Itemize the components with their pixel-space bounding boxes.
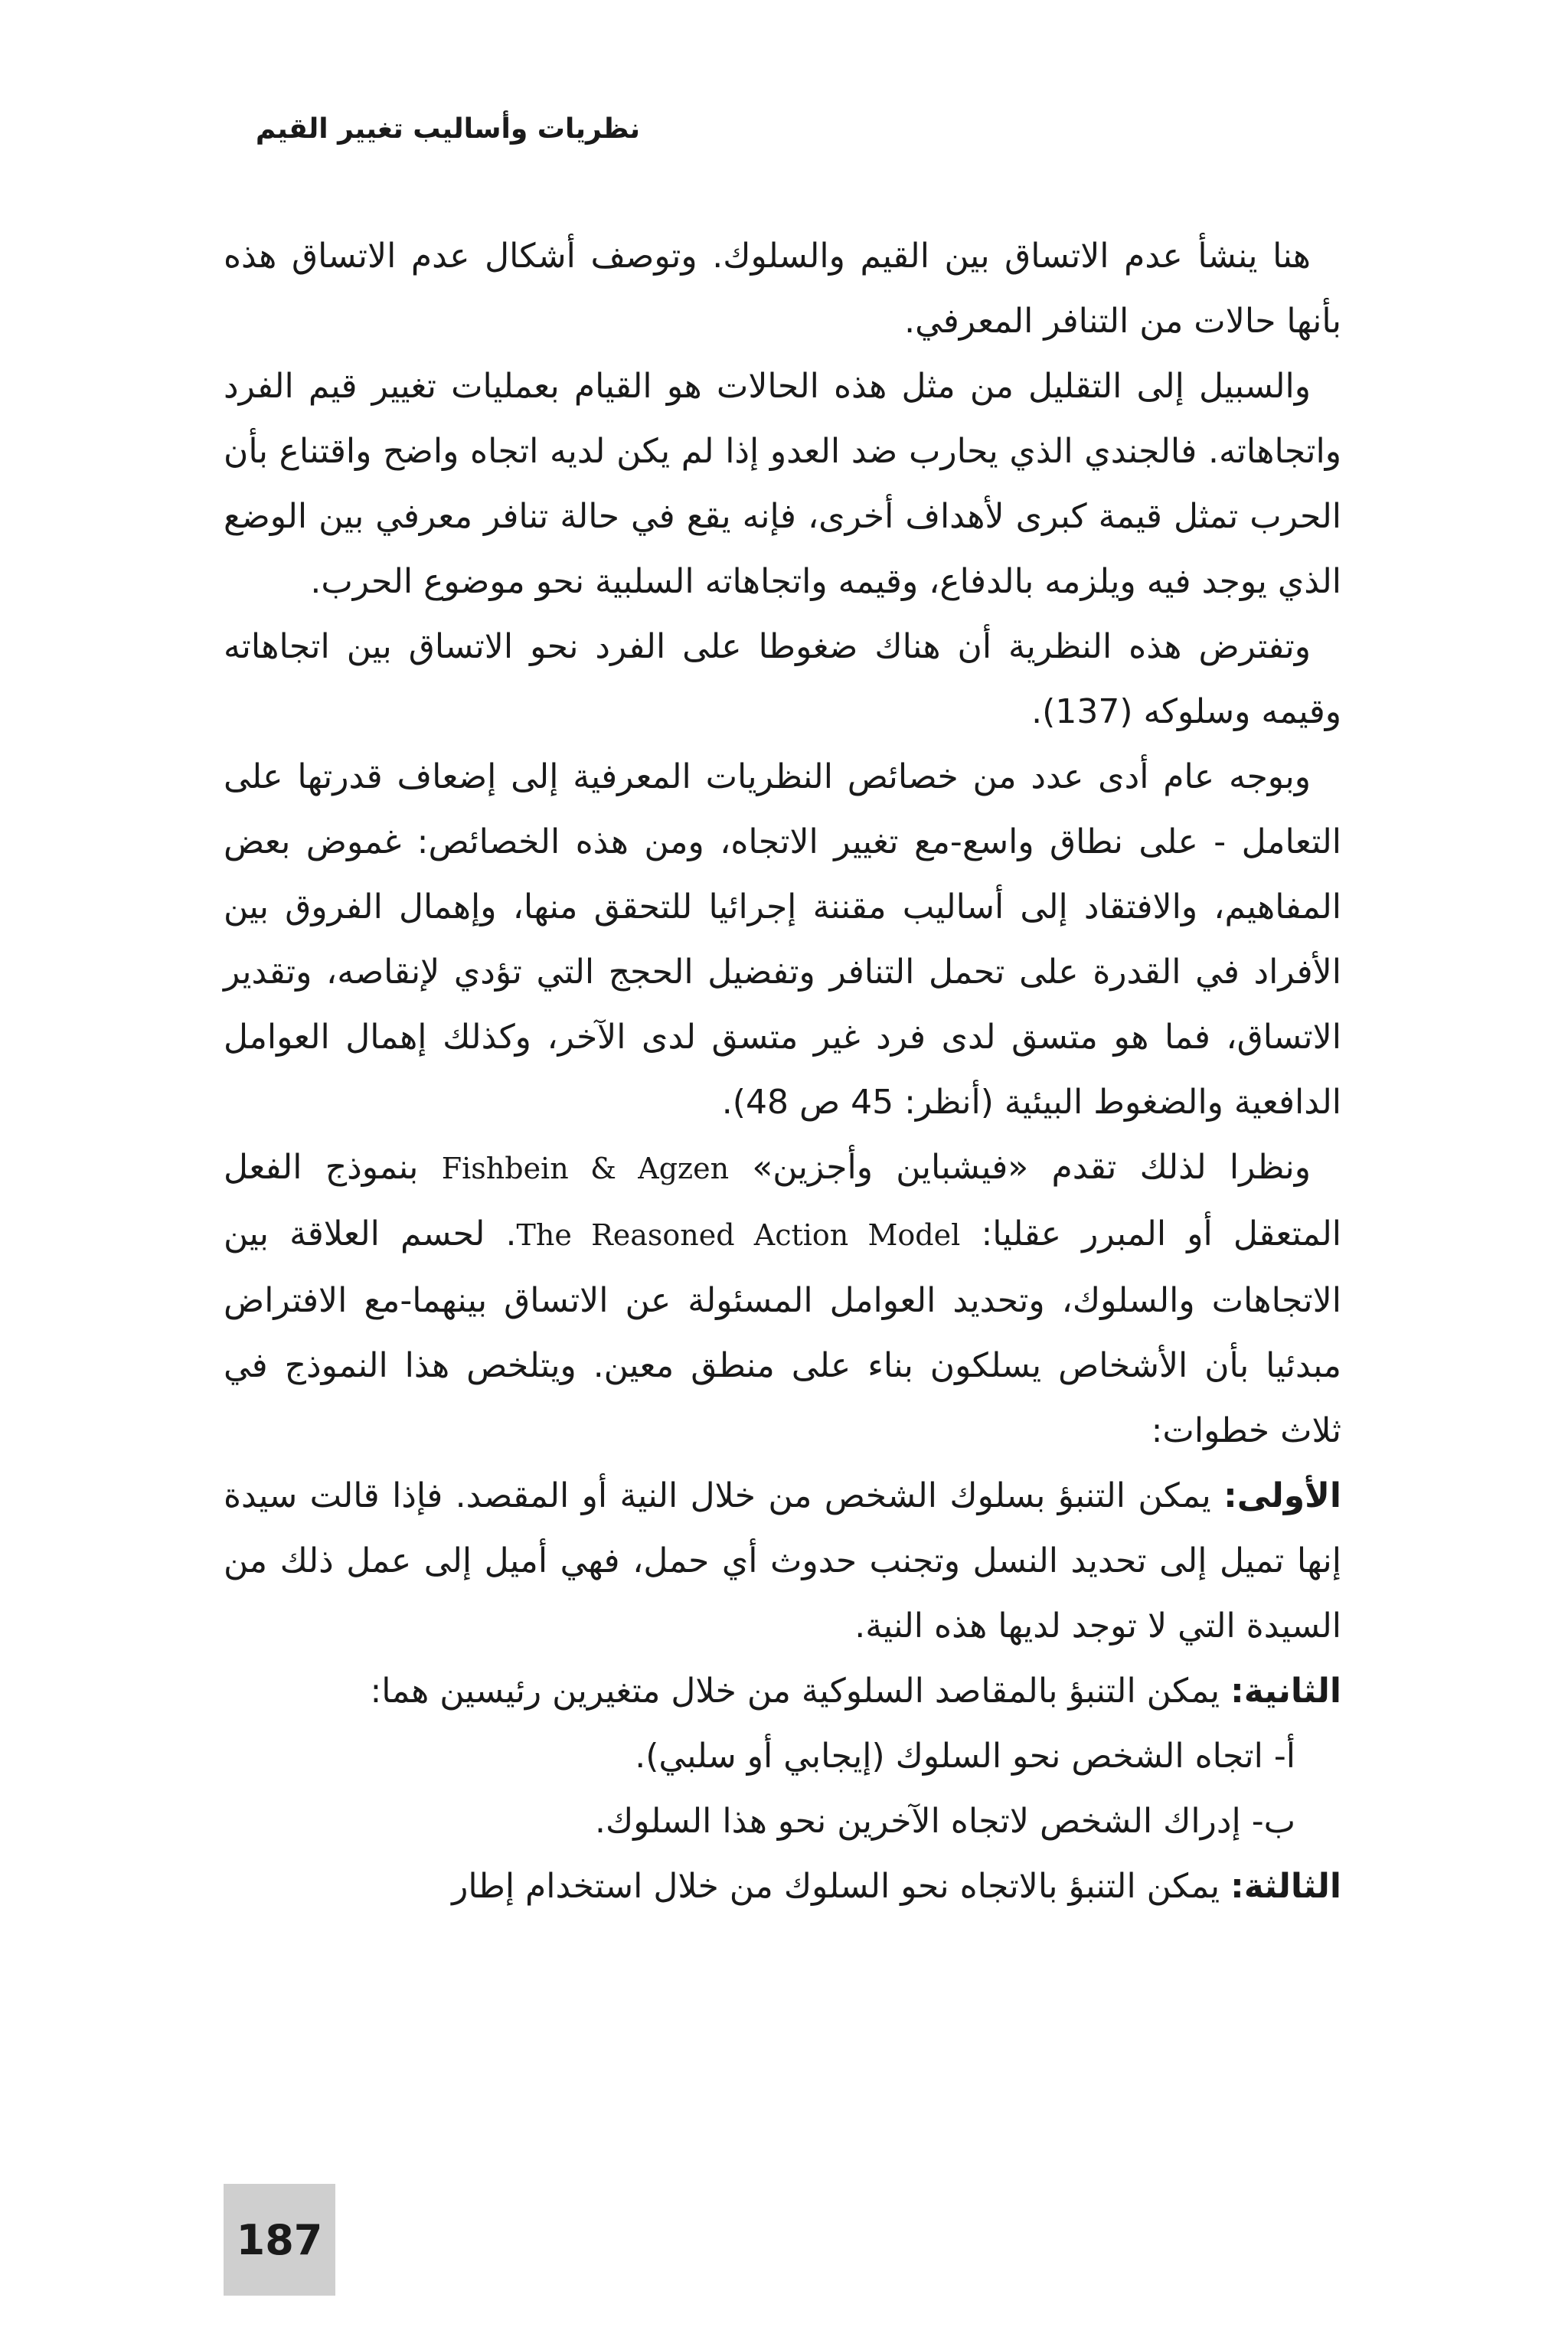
model-latin-name: The Reasoned Action Model [516,1218,961,1252]
step-third-text: يمكن التنبؤ بالاتجاه نحو السلوك من خلال استخدام إطار [452,1867,1220,1906]
model-text-part3: . لحسم العلاقة بين الاتجاهات والسلوك، وتحديد العوامل المسئولة عن الاتساق بينهما-مع الافتراض مبدئيا بأن الأشخاص يسلكون بناء على منطق معين. ويتلخص هذا النموذج في ثلاث خطوات: [224,1214,1341,1450]
page-number-box [224,2184,335,2296]
paragraph-1: هنا ينشأ عدم الاتساق بين القيم والسلوك. وتوصف أشكال عدم الاتساق هذه بأنها حالات من التنافر المعرفي. [224,237,1341,341]
step-third-label: الثالثة: [1230,1867,1341,1906]
paragraph-3: وتفترض هذه النظرية أن هناك ضغوطا على الفرد نحو الاتساق بين اتجاهاته وقيمه وسلوكه (137). [224,627,1341,731]
step-second-sub-b: ب- إدراك الشخص لاتجاه الآخرين نحو هذا السلوك. [594,1802,1295,1841]
step-second [224,1659,1341,1724]
model-latin-authors: Fishbein & Agzen [441,1152,730,1185]
step-second-text: يمكن التنبؤ بالمقاصد السلوكية من خلال متغيرين رئيسين هما: [370,1672,1220,1711]
paragraph-2: والسبيل إلى التقليل من مثل هذه الحالات هو القيام بعمليات تغيير قيم الفرد واتجاهاته. فالجندي الذي يحارب ضد العدو إذا لم يكن لديه اتجاه واضح واقتناع بأن الحرب تمثل قيمة كبرى لأهداف أخرى، فإنه يقع في حالة تنافر معرفي بين الوضع الذي يوجد فيه ويلزمه بالدفاع، وقيمه واتجاهاته السلبية نحو موضوع الحرب. [224,367,1341,601]
step-third [224,1854,1341,1919]
running-header: نظريات وأساليب تغيير القيم [255,113,640,145]
body-text [224,224,1341,1919]
step-first [224,1463,1341,1659]
step-second-label: الثانية: [1230,1672,1341,1711]
step-second-sub-a: أ- اتجاه الشخص نحو السلوك (إيجابي أو سلبي). [635,1737,1295,1776]
model-text-part1: ونظرا لذلك تقدم «فيشباين وأجزين» [752,1148,1311,1187]
paragraph-model [224,1135,1341,1463]
page-number: 187 [236,2215,323,2264]
step-first-text: يمكن التنبؤ بسلوك الشخص من خلال النية أو المقصد. فإذا قالت سيدة إنها تميل إلى تحديد النسل وتجنب حدوث أي حمل، فهي أميل إلى عمل ذلك من السيدة التي لا توجد لديها هذه النية. [224,1476,1341,1646]
step-first-label: الأولى: [1223,1476,1341,1515]
paragraph-4: وبوجه عام أدى عدد من خصائص النظريات المعرفية إلى إضعاف قدرتها على التعامل - على نطاق واسع-مع تغيير الاتجاه، ومن هذه الخصائص: غموض بعض المفاهيم، والافتقاد إلى أساليب مقننة إجرائيا للتحقق منها، وإهمال الفروق بين الأفراد في القدرة على تحمل التنافر وتفضيل الحجج التي تؤدي لإنقاصه، وتقدير الاتساق، فما هو متسق لدى فرد غير متسق لدى الآخر، وكذلك إهمال العوامل الدافعية والضغوط البيئية (أنظر: 45 ص 48). [224,757,1341,1122]
model-text-part2: بنموذج الفعل المتعقل أو المبرر عقليا: [224,1148,1341,1253]
